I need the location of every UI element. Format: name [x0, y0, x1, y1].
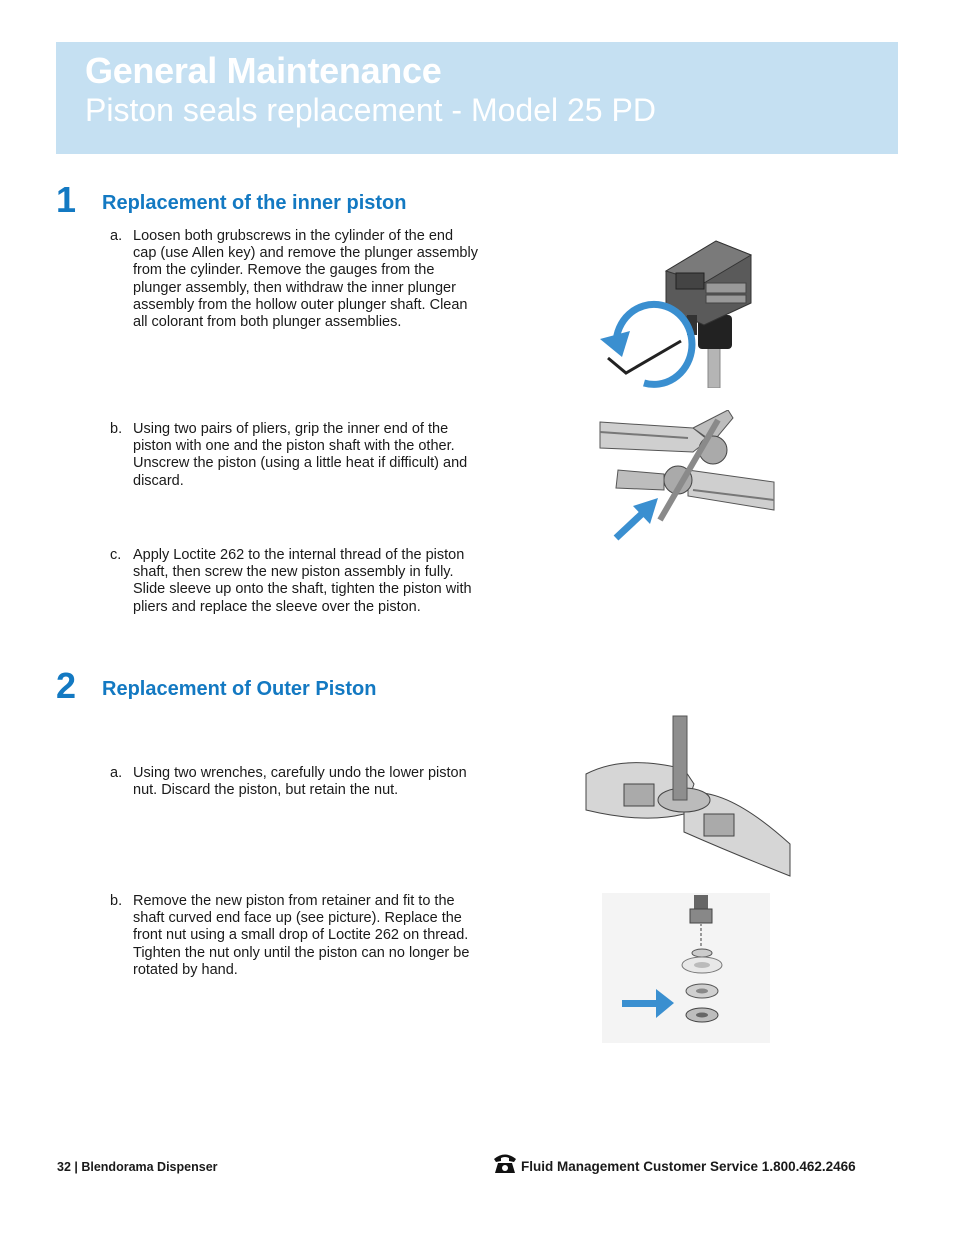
piston-parts-illustration — [602, 893, 770, 1043]
step-letter: a. — [110, 228, 123, 244]
step-text: Using two pairs of pliers, grip the inner end of the piston with one and the piston shaft with the other. Unscrew the piston (using a little heat if difficult) and discard. — [133, 421, 468, 489]
rotate-arrow-icon — [600, 304, 692, 384]
customer-service-text: Fluid Management Customer Service 1.800.462.2466 — [521, 1159, 856, 1174]
footer-page-label: 32 | Blendorama Dispenser — [57, 1160, 218, 1174]
section-number: 2 — [56, 665, 77, 706]
step-item — [110, 547, 480, 616]
page-title: General Maintenance — [85, 50, 442, 91]
step-text: Using two wrenches, carefully undo the lower piston nut. Discard the piston, but retain the nut. — [133, 765, 467, 799]
step-letter: c. — [110, 547, 122, 563]
step-letter: a. — [110, 765, 123, 781]
section-title: Replacement of Outer Piston — [102, 678, 377, 700]
section-number: 1 — [56, 179, 77, 220]
step-text: Apply Loctite 262 to the internal thread of the piston shaft, then screw the new piston assembly in fully. Slide sleeve up onto the shaft, tighten the piston with pliers and replace the sleeve over the piston. — [133, 547, 472, 615]
plunger-allen-key-illustration — [596, 233, 766, 388]
section-title: Replacement of the inner piston — [102, 192, 407, 214]
step-text: Loosen both grubscrews in the cylinder of the end cap (use Allen key) and remove the plunger assembly from the cylinder. Remove the gauges from the plunger assembly, then withdraw the inner plunger assembly from the hollow outer plunger shaft. Clean all colorant from both plunger assemblies. — [133, 228, 478, 331]
telephone-icon — [492, 1152, 518, 1174]
step-item — [110, 765, 480, 799]
direction-arrow-icon — [616, 498, 658, 538]
step-letter: b. — [110, 421, 123, 437]
pliers-illustration — [598, 410, 776, 545]
step-item — [110, 228, 480, 331]
step-text: Remove the new piston from retainer and fit to the shaft curved end face up (see picture). Replace the front nut using a small drop of Loctite 262 on thread. Tighten the nut only until the piston can no longer be rotated by hand. — [133, 893, 470, 978]
wrenches-illustration — [584, 714, 792, 879]
step-item — [110, 893, 480, 979]
step-letter: b. — [110, 893, 123, 909]
footer-contact — [492, 1152, 856, 1174]
header-banner — [56, 42, 898, 154]
step-item — [110, 421, 480, 490]
page-subtitle: Piston seals replacement - Model 25 PD — [85, 92, 656, 128]
